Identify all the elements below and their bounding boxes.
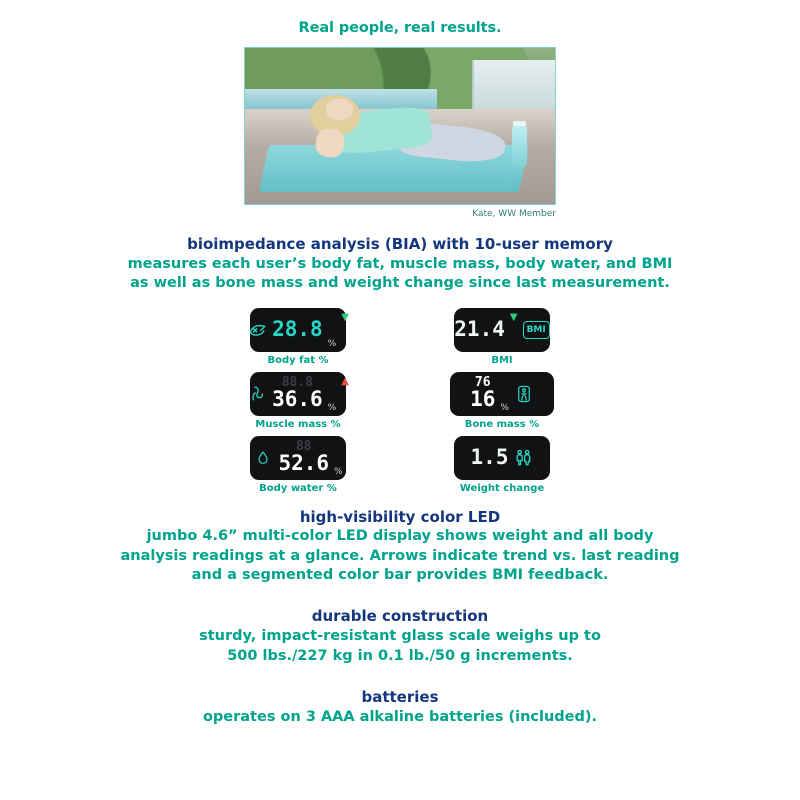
led-readout-grid xyxy=(221,308,579,494)
led-tile xyxy=(454,308,550,352)
photo-person-face xyxy=(326,99,354,119)
section-led xyxy=(120,508,679,586)
body-fat-icon xyxy=(247,318,267,342)
tile-label: BMI xyxy=(491,354,513,366)
section-durable-line-1: sturdy, impact-resistant glass scale weighs up to xyxy=(199,628,601,645)
led-tile xyxy=(250,372,349,416)
muscle-mass-unit: % xyxy=(327,402,337,413)
body-water-number: 52.6 xyxy=(278,450,330,475)
body-water-unit: % xyxy=(334,466,343,477)
bone-mass-ghost: 76 xyxy=(474,375,491,391)
tile-label: Bone mass % xyxy=(464,418,540,430)
led-tile xyxy=(454,436,550,480)
section-bia-line-1: measures each user’s body fat, muscle mass, body water, and BMI xyxy=(127,255,673,272)
photo-block xyxy=(244,47,556,219)
section-batteries xyxy=(203,688,597,727)
trend-down-icon: ▼ xyxy=(509,311,518,323)
section-led-title: high-visibility color LED xyxy=(299,507,501,526)
section-batteries-line-1: operates on 3 AAA alkaline batteries (included). xyxy=(202,708,598,725)
weight-change-value: 1.5 xyxy=(470,445,509,469)
muscle-arm-icon xyxy=(247,382,267,406)
section-bia-line-2: as well as bone mass and weight change since last measurement. xyxy=(130,275,670,292)
section-bia-title: bioimpedance analysis (BIA) with 10-user memory xyxy=(187,235,613,253)
bone-mass-value xyxy=(470,377,495,409)
section-led-line-2: analysis readings at a glance. Arrows indicate trend vs. last reading xyxy=(120,547,680,564)
tile-bone-mass xyxy=(425,372,579,430)
section-batteries-title: batteries xyxy=(361,687,439,706)
photo-caption: Kate, WW Member xyxy=(472,209,556,219)
section-led-line-3: and a segmented color bar provides BMI feedback. xyxy=(191,567,609,583)
muscle-mass-value xyxy=(272,377,323,409)
tile-label: Body fat % xyxy=(267,354,329,366)
trend-up-icon: ▲ xyxy=(341,375,349,387)
tile-body-water xyxy=(221,436,375,494)
led-tile xyxy=(450,372,554,416)
muscle-mass-number: 36.6 xyxy=(272,386,323,411)
section-bia xyxy=(128,235,673,294)
body-fat-unit: % xyxy=(327,338,337,349)
body-water-ghost: 88 xyxy=(295,439,312,455)
lifestyle-photo xyxy=(244,47,556,205)
led-tile xyxy=(250,308,349,352)
section-led-line-1: jumbo 4.6” multi-color LED display shows weight and all body xyxy=(146,528,654,545)
bone-mass-number: 16 xyxy=(470,386,496,411)
bmi-badge: BMI xyxy=(523,321,550,339)
tile-weight-change xyxy=(425,436,579,494)
trend-down-icon: ▼ xyxy=(341,311,349,323)
section-durable-line-2: 500 lbs./227 kg in 0.1 lb./50 g increments. xyxy=(227,647,573,664)
tile-label: Body water % xyxy=(259,482,337,494)
body-fat-value: 28.8 xyxy=(272,317,323,341)
photo-water-bottle xyxy=(512,126,528,167)
tile-body-fat xyxy=(221,308,375,366)
section-durable-title: durable construction xyxy=(311,607,489,626)
tile-muscle-mass xyxy=(221,372,375,430)
led-tile xyxy=(250,436,346,480)
tile-label: Weight change xyxy=(459,482,545,494)
page-headline: Real people, real results. xyxy=(298,20,502,36)
water-drop-icon xyxy=(253,446,273,470)
body-water-value xyxy=(278,441,329,473)
bone-body-icon xyxy=(514,382,534,406)
tile-bmi xyxy=(425,308,579,366)
two-people-icon xyxy=(513,446,533,470)
tile-label: Muscle mass % xyxy=(255,418,341,430)
muscle-mass-ghost: 88.8 xyxy=(281,375,314,391)
bmi-value: 21.4 xyxy=(454,317,505,341)
bone-mass-unit: % xyxy=(500,402,509,413)
photo-building xyxy=(472,60,555,110)
section-durable xyxy=(199,607,601,666)
